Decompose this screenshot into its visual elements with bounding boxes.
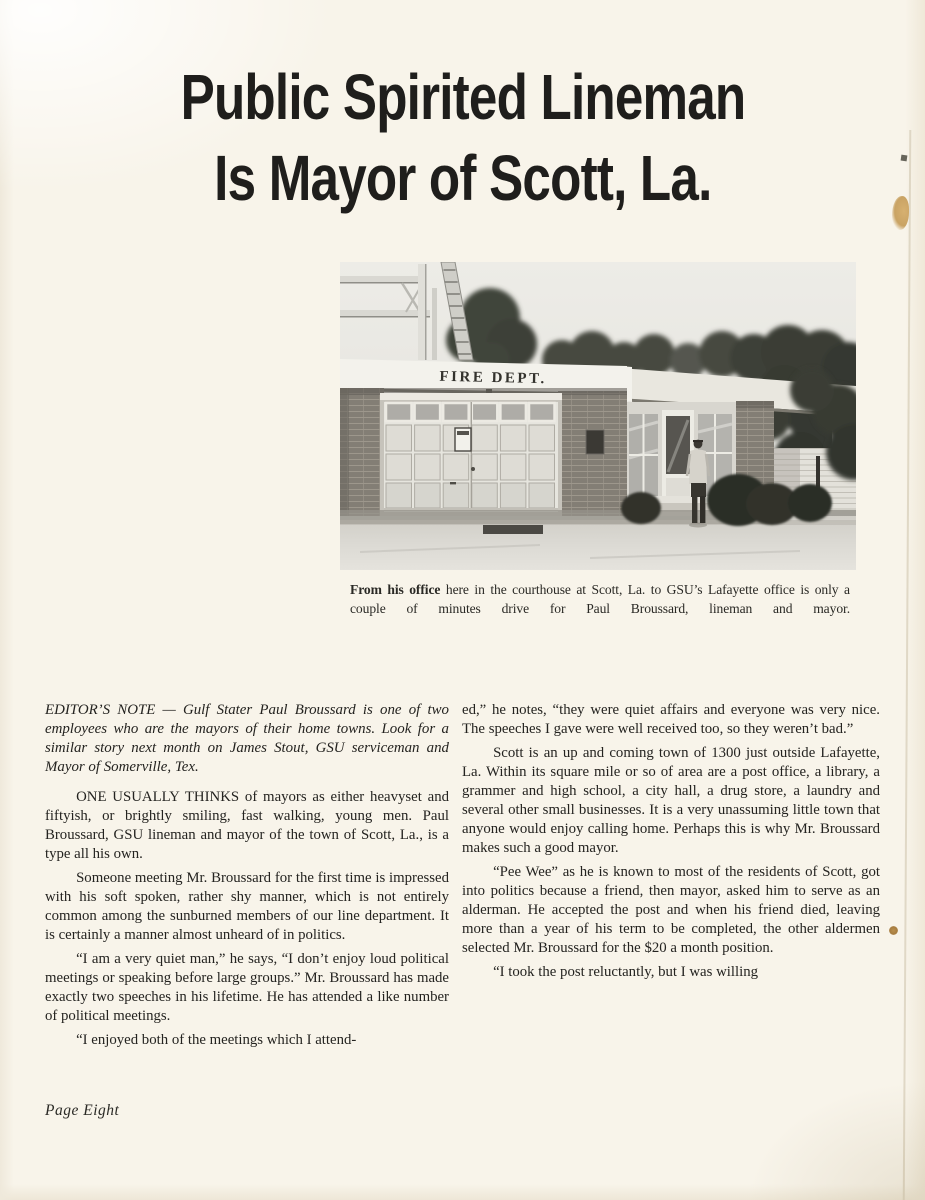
fire-station-photo-art bbox=[340, 262, 856, 570]
paragraph-continued: ed,” he notes, “they were quiet affairs and everyone was very nice. The speeches I gave were well received too, so they weren’t bad.” bbox=[462, 702, 880, 737]
tan-speck-stain bbox=[889, 926, 898, 935]
page-number: Page Eight bbox=[45, 1102, 120, 1119]
caption-text: here in the courthouse at Scott, La. to GSU’s Lafayette office is only a couple of minutes drive for Paul Broussard, lineman and mayor. bbox=[350, 582, 850, 616]
paragraph: Scott is an up and coming town of 1300 just outside Lafayette, La. Within its square mile or so of area are a post office, a library, a grammer and high school, a city hall, a drug store, a laundry and several other small businesses. It is a very unassuming little town that anyone would enjoy calling home. Perhaps this is why Mr. Broussard makes such a good mayor. bbox=[462, 745, 880, 856]
paragraph: “Pee Wee” as he is known to most of the residents of Scott, got into politics because a friend, then mayor, asked him to serve as an alderman. He accepted the post and when his friend died, leaving more than a year of his term to be completed, the other aldermen selected Mr. Broussard for the $20 a month position. bbox=[462, 864, 880, 956]
ink-speck-stain bbox=[901, 155, 908, 162]
article-right-column bbox=[462, 701, 880, 987]
drain bbox=[483, 525, 543, 534]
fire-station-photo bbox=[340, 262, 856, 570]
photo-caption bbox=[350, 580, 850, 618]
page-edge-line bbox=[903, 130, 912, 1200]
article-left-column bbox=[45, 701, 449, 1055]
headline-line-2: Is Mayor of Scott, La. bbox=[213, 142, 712, 214]
caption-lead: From his office bbox=[350, 582, 441, 597]
editors-note: EDITOR’S NOTE — Gulf Stater Paul Broussard is one of two employees who are the mayors of their home towns. Look for a similar story next month on James Stout, GSU serviceman and Mayor of Somerville, Tex. bbox=[45, 702, 449, 775]
paragraph: “I am a very quiet man,” he says, “I don’t enjoy loud political meetings or speaking before large groups.” Mr. Broussard has made exactly two speeches in his lifetime. He has attended a like number of political meetings. bbox=[45, 951, 449, 1024]
paragraph-lead: ONE USUALLY THINKS of mayors as either heavyset and fiftyish, or brightly smiling, fast walking, young men. Paul Broussard, GSU lineman and mayor of the town of Scott, La., is a type all his own. bbox=[45, 789, 449, 862]
paragraph: “I enjoyed both of the meetings which I attend- bbox=[76, 1032, 357, 1048]
garage-door bbox=[380, 393, 562, 520]
tan-edge-stain bbox=[892, 196, 909, 230]
wall-plaque bbox=[586, 430, 604, 454]
paragraph: “I took the post reluctantly, but I was willing bbox=[493, 964, 758, 980]
fire-dept-sign: FIRE DEPT. bbox=[439, 368, 547, 388]
paragraph: Someone meeting Mr. Broussard for the first time is impressed with his soft spoken, rather shy manner, which is not entirely common among the sunburned members of our line department. It is certainly a manner almost unheard of in politics. bbox=[45, 870, 449, 943]
headline-line-1: Public Spirited Lineman bbox=[180, 61, 745, 133]
page-title bbox=[0, 57, 925, 219]
corner-shade bbox=[745, 1080, 925, 1200]
